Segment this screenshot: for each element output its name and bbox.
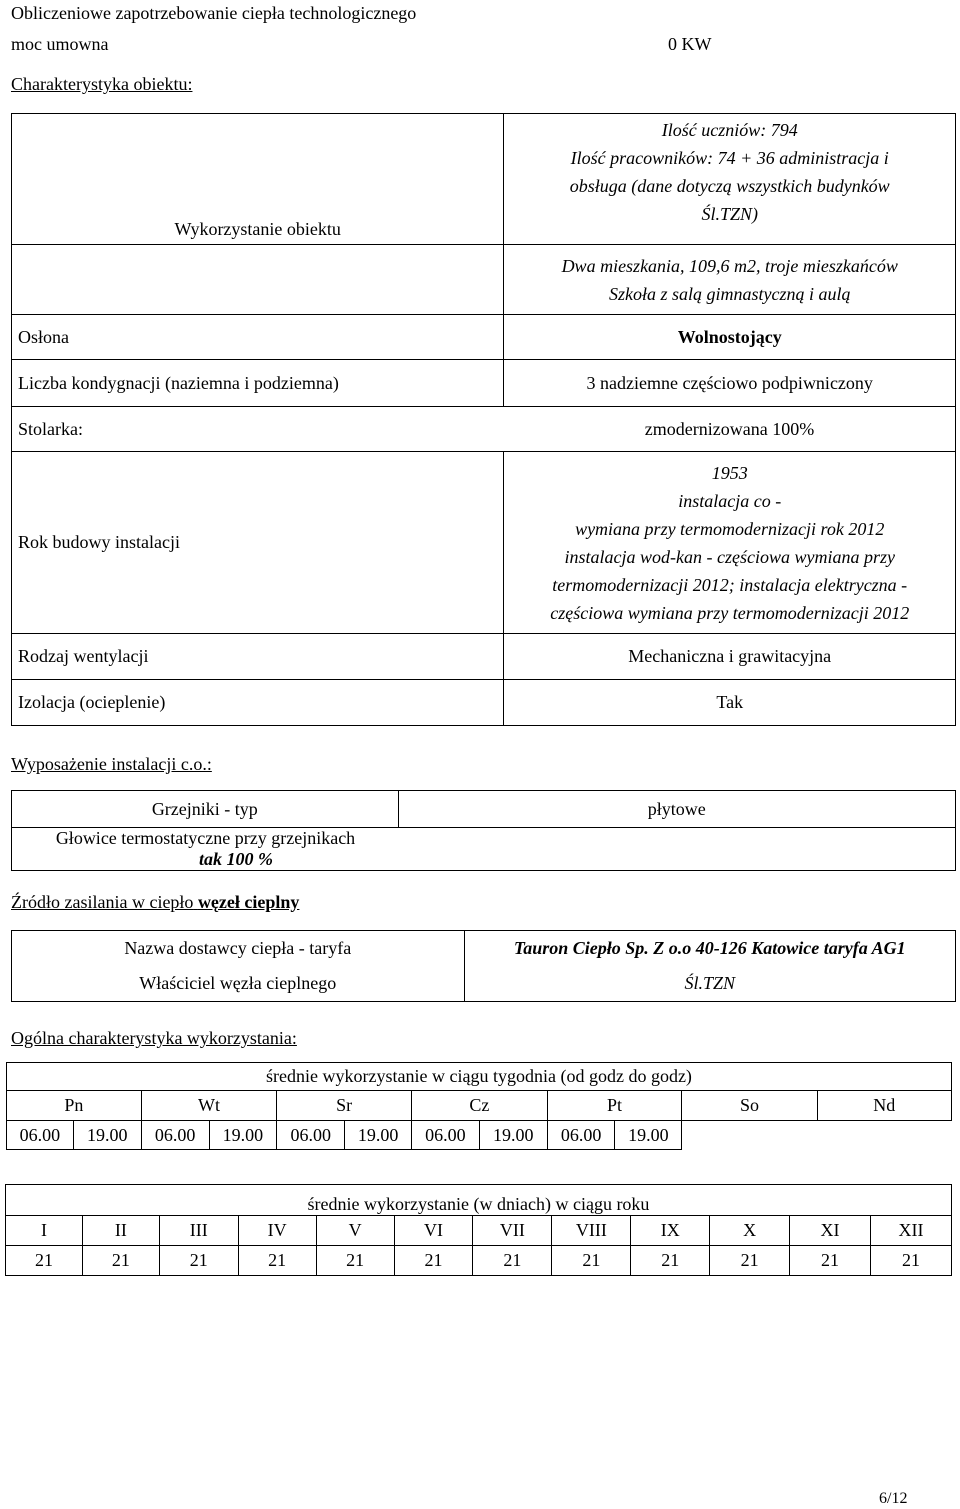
month-days-cell: 21	[82, 1246, 159, 1276]
insulation-label: Izolacja (ocieplenie)	[12, 680, 504, 726]
month-cell: II	[82, 1216, 159, 1246]
usage-extra-line: Szkoła z salą gimnastyczną i aulą	[608, 283, 851, 304]
weekly-table	[6, 1062, 952, 1150]
hour-cell-empty	[682, 1121, 750, 1150]
page-title: Obliczeniowe zapotrzebowanie ciepła technologicznego	[11, 3, 417, 23]
heads-cell	[12, 828, 956, 871]
hour-cell: 06.00	[141, 1121, 209, 1150]
owner-label: Właściciel węzła cieplnego	[12, 967, 465, 1002]
cover-label: Osłona	[12, 315, 504, 360]
object-table	[11, 113, 956, 726]
usage-line: Ilość pracowników: 74 + 36 administracja i	[570, 148, 889, 168]
usage-line: Ilość uczniów: 794	[661, 120, 798, 140]
usage-extra-line: Dwa mieszkania, 109,6 m2, troje mieszkańców	[561, 255, 898, 276]
radiators-label: Grzejniki - typ	[12, 791, 399, 828]
row-year	[12, 452, 956, 634]
supplier-value: Tauron Ciepło Sp. Z o.o 40-126 Katowice taryfa AG1	[464, 931, 955, 967]
month-cell: VI	[394, 1216, 473, 1246]
month-days-cell: 21	[631, 1246, 710, 1276]
hour-cell: 06.00	[412, 1121, 480, 1150]
equipment-title: Wyposażenie instalacji c.o.:	[11, 754, 212, 774]
row-supplier	[12, 931, 956, 967]
hour-cell: 19.00	[209, 1121, 277, 1150]
supplier-label: Nazwa dostawcy ciepła - taryfa	[12, 931, 465, 967]
hour-cell: 06.00	[547, 1121, 615, 1150]
month-days-cell: 21	[790, 1246, 871, 1276]
heads-value: tak 100 %	[199, 849, 273, 869]
weekly-title: średnie wykorzystanie w ciągu tygodnia (od godz do godz)	[7, 1063, 952, 1091]
hour-cell-empty	[749, 1121, 817, 1150]
year-line: instalacja wod-kan - częściowa wymiana przy	[564, 546, 895, 567]
usage-value	[504, 114, 956, 245]
month-cell: XI	[790, 1216, 871, 1246]
month-cell: I	[6, 1216, 83, 1246]
hour-cell: 19.00	[345, 1121, 412, 1150]
source-title-prefix: Źródło zasilania w ciepło	[11, 892, 194, 912]
month-days-cell: 21	[394, 1246, 473, 1276]
source-title	[11, 892, 299, 913]
year-line: termomodernizacji 2012; instalacja elektryczna -	[552, 574, 908, 595]
joinery-label: Stolarka:	[12, 407, 504, 452]
owner-value: Śl.TZN	[464, 967, 955, 1002]
day-cell: So	[682, 1091, 817, 1121]
year-line: 1953	[711, 462, 748, 483]
usage-extra-label	[12, 245, 504, 315]
insulation-value: Tak	[504, 680, 956, 726]
source-table	[11, 930, 956, 1002]
year-value	[504, 452, 956, 634]
day-cell: Sr	[277, 1091, 412, 1121]
month-cell: V	[316, 1216, 394, 1246]
year-label: Rok budowy instalacji	[12, 452, 504, 634]
hour-cell-empty	[884, 1121, 952, 1150]
row-usage-extra	[12, 245, 956, 315]
weekly-title-row	[7, 1063, 952, 1091]
floors-label: Liczba kondygnacji (naziemna i podziemna)	[12, 360, 504, 407]
day-cell: Pn	[7, 1091, 142, 1121]
page-number: 6/12	[879, 1490, 908, 1507]
cover-value: Wolnostojący	[504, 315, 956, 360]
equipment-table	[11, 790, 956, 871]
yearly-title: średnie wykorzystanie (w dniach) w ciągu roku	[6, 1185, 952, 1216]
row-usage	[12, 114, 956, 245]
month-cell: III	[159, 1216, 238, 1246]
month-cell: IV	[238, 1216, 316, 1246]
ventilation-label: Rodzaj wentylacji	[12, 634, 504, 680]
month-cell: VIII	[552, 1216, 631, 1246]
radiators-value: płytowe	[398, 791, 955, 828]
yearly-days-row	[6, 1246, 952, 1276]
hour-cell: 06.00	[277, 1121, 345, 1150]
weekly-days-row	[7, 1091, 952, 1121]
day-cell: Cz	[412, 1091, 548, 1121]
hour-cell: 19.00	[479, 1121, 547, 1150]
month-days-cell: 21	[238, 1246, 316, 1276]
month-days-cell: 21	[316, 1246, 394, 1276]
hour-cell: 19.00	[73, 1121, 141, 1150]
power-value: 0 KW	[668, 34, 712, 54]
power-label: moc umowna	[11, 34, 109, 54]
usage-label: Wykorzystanie obiektu	[12, 114, 504, 245]
row-ventilation	[12, 634, 956, 680]
usage-line: obsługa (dane dotyczą wszystkich budynków	[569, 176, 890, 196]
month-days-cell: 21	[871, 1246, 952, 1276]
month-days-cell: 21	[552, 1246, 631, 1276]
row-heads	[12, 828, 956, 871]
day-cell: Wt	[141, 1091, 277, 1121]
floors-value: 3 nadziemne częściowo podpiwniczony	[504, 360, 956, 407]
month-days-cell: 21	[710, 1246, 790, 1276]
month-days-cell: 21	[6, 1246, 83, 1276]
year-line: częściowa wymiana przy termomodernizacji 2012	[550, 602, 910, 623]
month-cell: XII	[871, 1216, 952, 1246]
month-cell: IX	[631, 1216, 710, 1246]
usage-line: Śl.TZN)	[701, 204, 758, 224]
usage-extra-value	[504, 245, 956, 315]
hour-cell-empty	[817, 1121, 884, 1150]
row-joinery	[12, 407, 956, 452]
yearly-table	[5, 1184, 952, 1276]
weekly-hours-row	[7, 1121, 952, 1150]
section-title-object: Charakterystyka obiektu:	[11, 74, 193, 94]
day-cell: Pt	[547, 1091, 682, 1121]
year-line: wymiana przy termomodernizacji rok 2012	[575, 518, 885, 539]
source-title-value: węzeł cieplny	[197, 892, 300, 912]
row-floors	[12, 360, 956, 407]
day-cell: Nd	[817, 1091, 951, 1121]
yearly-title-row	[6, 1185, 952, 1216]
row-insulation	[12, 680, 956, 726]
month-days-cell: 21	[159, 1246, 238, 1276]
month-cell: VII	[473, 1216, 552, 1246]
hour-cell: 06.00	[7, 1121, 74, 1150]
joinery-value: zmodernizowana 100%	[504, 407, 956, 452]
row-radiators	[12, 791, 956, 828]
yearly-months-row	[6, 1216, 952, 1246]
year-line: instalacja co -	[678, 490, 782, 511]
heads-label: Głowice termostatyczne przy grzejnikach	[55, 828, 356, 848]
row-cover	[12, 315, 956, 360]
hour-cell: 19.00	[615, 1121, 682, 1150]
month-cell: X	[710, 1216, 790, 1246]
ventilation-value: Mechaniczna i grawitacyjna	[504, 634, 956, 680]
month-days-cell: 21	[473, 1246, 552, 1276]
usage-title: Ogólna charakterystyka wykorzystania:	[11, 1028, 297, 1048]
row-owner	[12, 967, 956, 1002]
